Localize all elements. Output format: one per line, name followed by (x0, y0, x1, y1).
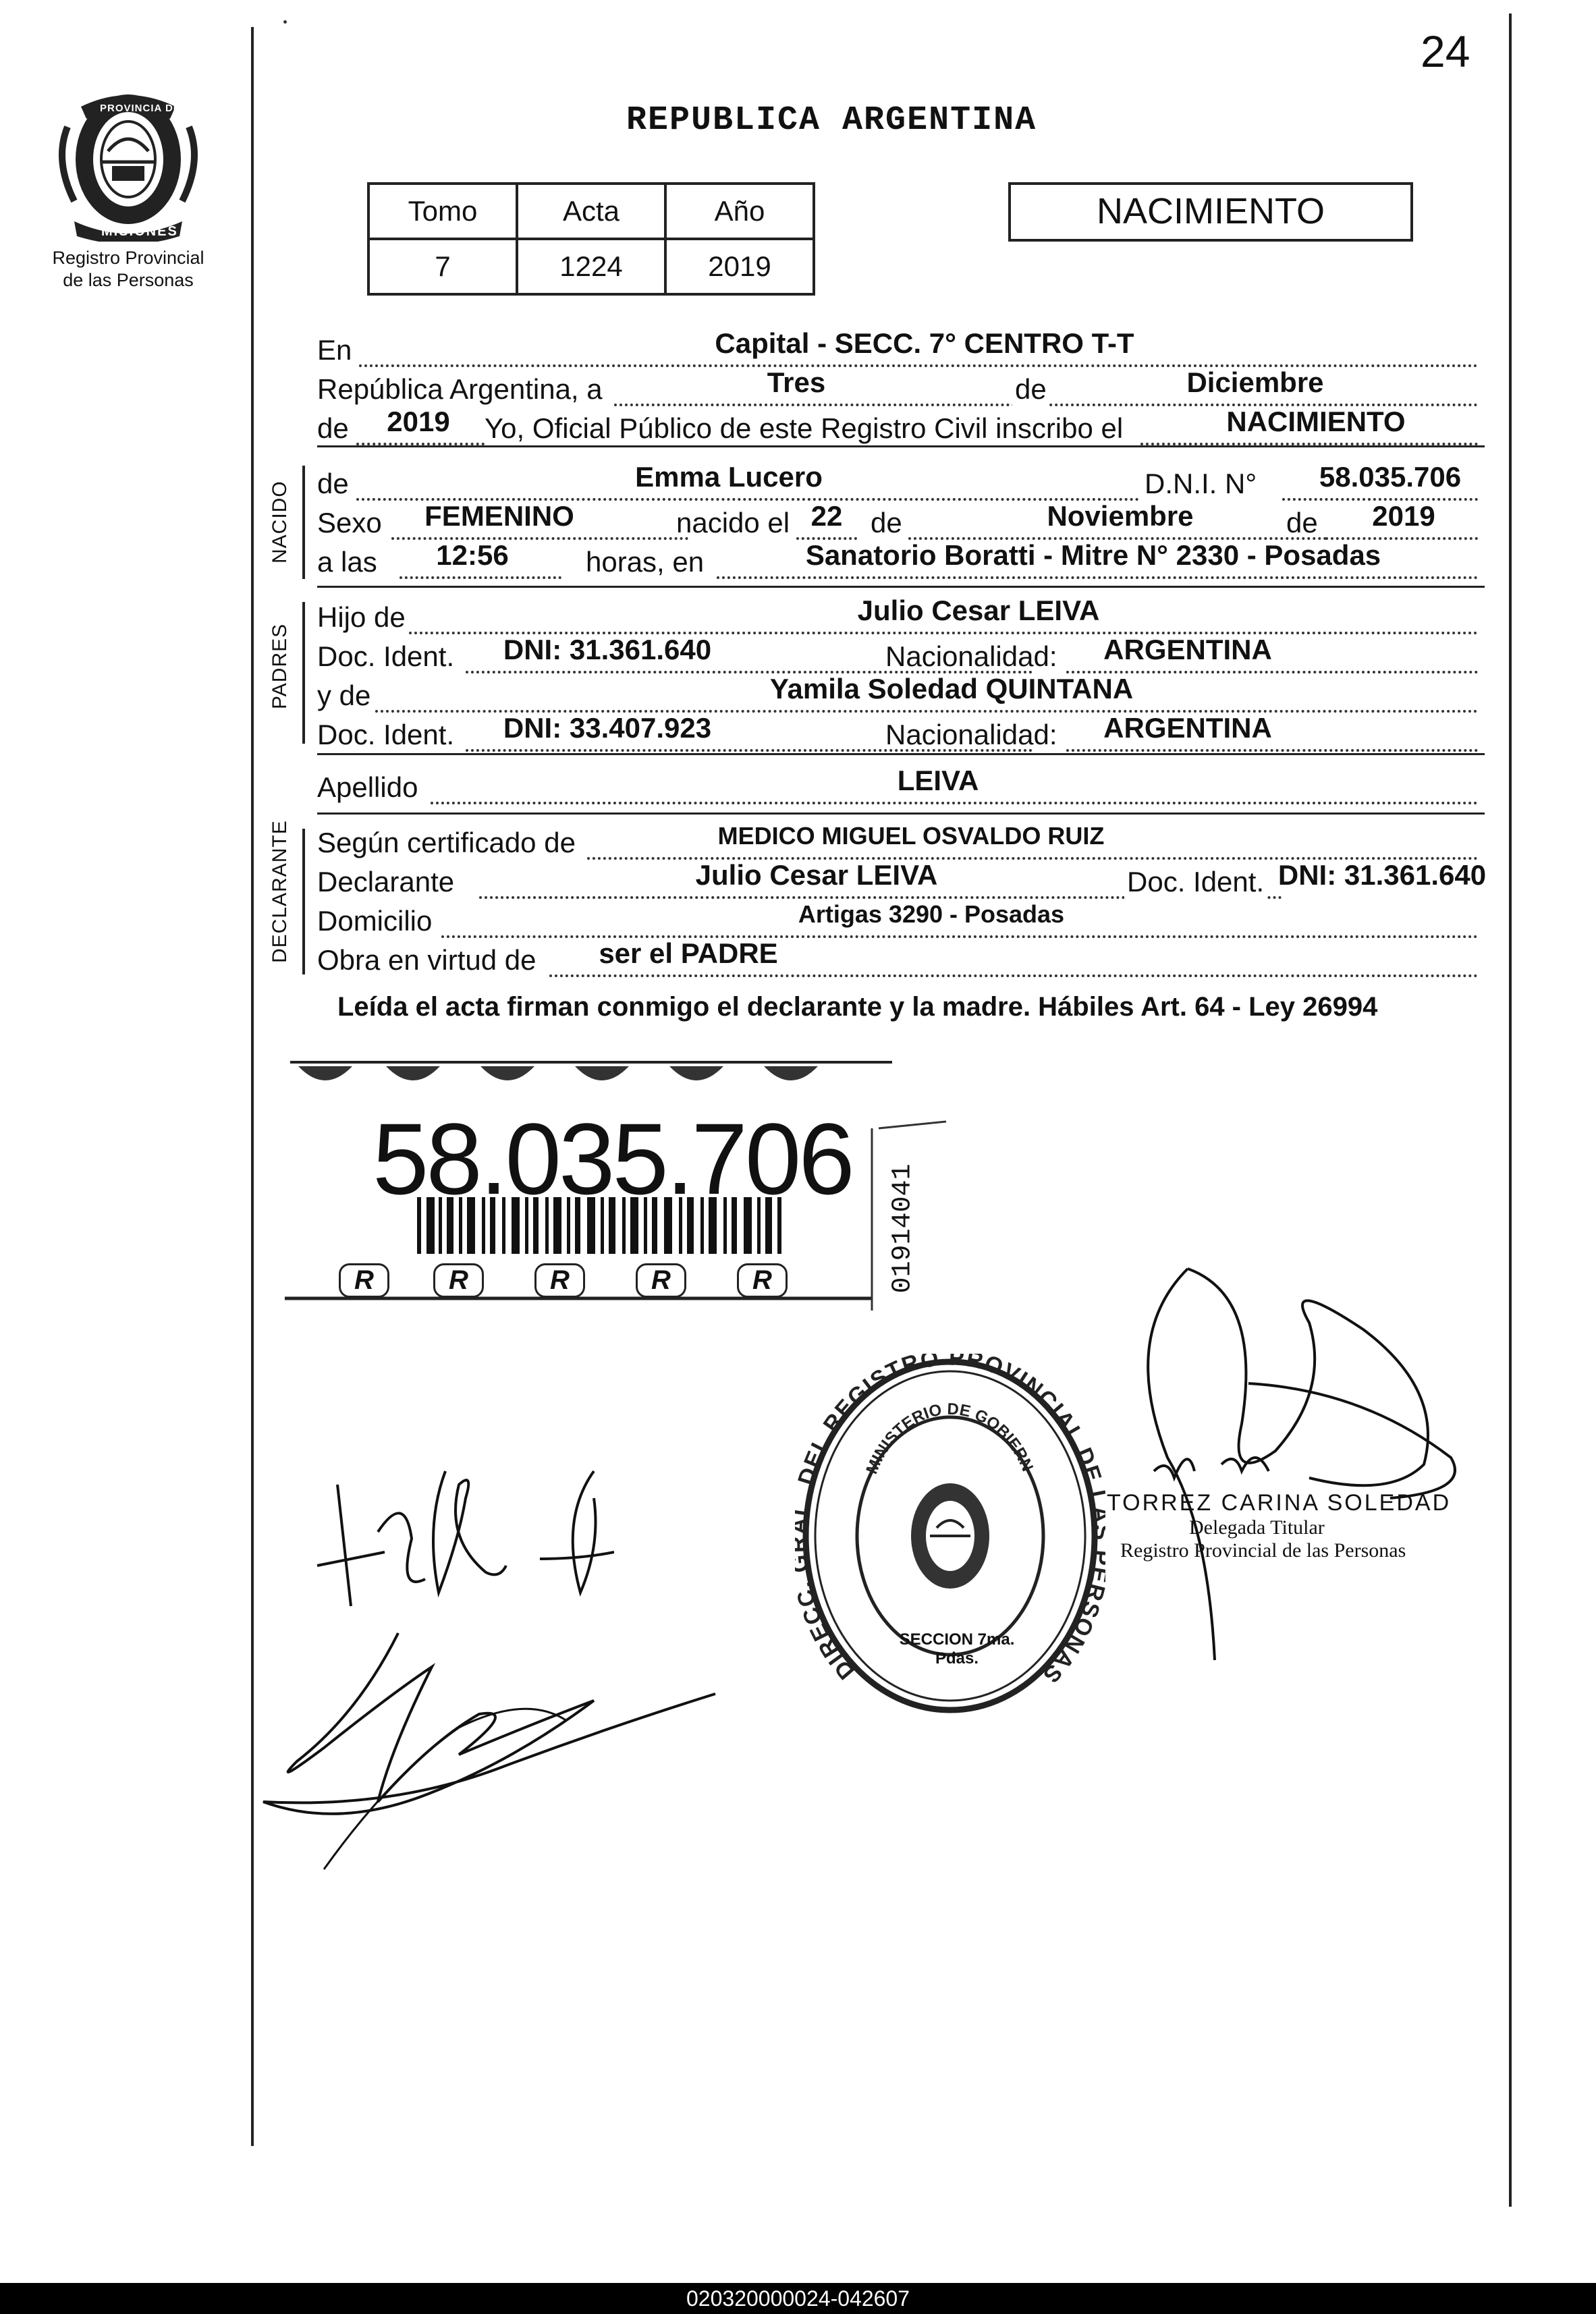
sexo-label: Sexo (317, 507, 382, 539)
day-value: Tres (767, 366, 826, 398)
nacido-el-label: nacido el (676, 507, 790, 539)
birth-de-label: de (871, 507, 902, 539)
domicilio-value: Artigas 3290 - Posadas (798, 900, 1065, 928)
mother-nationality: ARGENTINA (1103, 712, 1272, 744)
r-mark-3: R (534, 1263, 585, 1298)
id-sticker (285, 1054, 953, 1317)
line-mother-doc (317, 712, 1485, 757)
left-margin-line (251, 27, 254, 2146)
logo-arc-bottom: MISIONES (101, 224, 178, 239)
decl-doc-label: Doc. Ident. (1124, 862, 1267, 902)
act-type-box: NACIMIENTO (1008, 182, 1413, 242)
province-logo (47, 86, 209, 242)
logo-caption-line2: de las Personas (63, 270, 194, 290)
register-value-tomo: 7 (368, 239, 517, 294)
official-role: Delegada Titular (1189, 1516, 1325, 1539)
register-header-acta: Acta (517, 184, 665, 239)
cert-label: Según certificado de (317, 827, 576, 858)
sticker-number: 58.035.706 (373, 1102, 852, 1215)
father-nat-label: Nacionalidad: (885, 640, 1057, 672)
apellido-dots (431, 802, 1478, 804)
birth-de-label2: de (1286, 507, 1318, 539)
logo-caption-line1: Registro Provincial (52, 248, 204, 268)
register-value-row (368, 239, 814, 294)
right-margin-line (1509, 13, 1512, 2207)
mother-signature (297, 1458, 614, 1626)
line-apellido (317, 765, 1485, 810)
official-signature (1107, 1255, 1485, 1687)
obra-value: ser el PADRE (599, 937, 778, 969)
decl-name: Julio Cesar LEIVA (695, 859, 938, 891)
rule-2 (317, 586, 1485, 588)
declarante-signature (256, 1626, 729, 1883)
nacido-section-label: NACIDO (269, 480, 291, 563)
seal-inner-top: MINISTERIO DE GOBIERN (862, 1400, 1037, 1477)
rule-4 (317, 812, 1485, 815)
horas-label: horas, en (586, 546, 705, 578)
mother-doc-label: Doc. Ident. (317, 719, 455, 750)
obra-label: Obra en virtud de (317, 944, 536, 976)
nacido-dni: 58.035.706 (1319, 461, 1462, 493)
official-office: Registro Provincial de las Personas (1120, 1539, 1406, 1562)
declarante-section-label: DECLARANTE (269, 820, 291, 963)
official-name: TORREZ CARINA SOLEDAD (1107, 1490, 1452, 1516)
register-header-ano: Año (665, 184, 814, 239)
line-obra (317, 937, 1485, 983)
line-domicilio (317, 900, 1485, 943)
decl-label: Declarante (317, 866, 455, 898)
closing-text: Leída el acta firman conmigo el declarante y la madre. Hábiles Art. 64 - Ley 26994 (337, 992, 1378, 1022)
register-header-row (368, 184, 814, 239)
sticker-r-marks (285, 1263, 865, 1297)
time-dots (400, 576, 561, 579)
place-dots (717, 576, 1478, 579)
de-label: de (1012, 370, 1049, 409)
mother-name: Yamila Soledad QUINTANA (769, 673, 1134, 705)
hijo-label: Hijo de (317, 601, 406, 633)
decl-doc: DNI: 31.361.640 (1277, 859, 1487, 891)
birth-day: 22 (810, 500, 843, 532)
mother-nat-dots (1066, 749, 1478, 752)
page-number: 24 (1421, 26, 1470, 76)
nacido-bar (302, 466, 305, 579)
seal-outer-text: DIREC DEL REGISTRO PROVINCIAL DE SONAS (795, 1354, 1105, 1689)
month-value: Diciembre (1186, 366, 1324, 398)
seal-inner-bottom: SECCION 7ma. Pdas. (899, 1630, 1015, 1668)
alas-label: a las (317, 546, 377, 578)
register-table (367, 182, 815, 296)
birth-month: Noviembre (1047, 500, 1194, 532)
register-value-acta: 1224 (517, 239, 665, 294)
obra-dots (549, 974, 1478, 977)
apellido-value: LEIVA (897, 765, 979, 796)
republica-label: República Argentina, a (317, 373, 603, 405)
footer-code: 020320000024-042607 (686, 2286, 910, 2311)
logo-arc-top: PROVINCIA DE (100, 103, 181, 114)
official-seal (795, 1354, 1105, 1718)
official-block (1107, 1490, 1485, 1562)
footer-bar (0, 2283, 1596, 2314)
sticker-serial: 01914041 (887, 1163, 918, 1294)
logo-caption (27, 247, 229, 292)
line-alas (317, 539, 1485, 584)
birth-time: 12:56 (436, 539, 509, 571)
nacido-de-label: de (317, 468, 349, 499)
inscribe-value: NACIMIENTO (1226, 406, 1406, 437)
birth-place: Sanatorio Boratti - Mitre N° 2330 - Posadas (805, 539, 1381, 571)
r-mark-5: R (737, 1263, 788, 1298)
birth-year: 2019 (1372, 500, 1435, 532)
register-value-ano: 2019 (665, 239, 814, 294)
dom-label: Domicilio (317, 905, 433, 937)
en-value: Capital - SECC. 7° CENTRO T-T (715, 327, 1134, 359)
rule-3 (317, 753, 1485, 755)
en-label: En (317, 334, 352, 366)
r-mark-2: R (433, 1263, 484, 1298)
father-nationality: ARGENTINA (1103, 634, 1272, 665)
dni-label: D.N.I. N° (1145, 468, 1257, 499)
father-name: Julio Cesar LEIVA (857, 595, 1100, 626)
padres-bar (302, 602, 305, 744)
oficial-text: Yo, Oficial Público de este Registro Civil inscribo el (485, 412, 1124, 444)
cert-value: MEDICO MIGUEL OSVALDO RUIZ (717, 822, 1105, 850)
father-doc-label: Doc. Ident. (317, 640, 455, 672)
padres-section-label: PADRES (269, 623, 291, 709)
nacido-name: Emma Lucero (635, 461, 823, 493)
declarante-bar (302, 829, 305, 974)
r-mark-1: R (339, 1263, 389, 1298)
scan-dot (283, 20, 287, 24)
rule-1 (317, 445, 1485, 447)
yde-label: y de (317, 680, 371, 711)
father-doc: DNI: 31.361.640 (503, 634, 712, 665)
register-header-tomo: Tomo (368, 184, 517, 239)
r-mark-4: R (636, 1263, 686, 1298)
mother-nat-label: Nacionalidad: (885, 719, 1057, 750)
year-value: 2019 (387, 406, 450, 437)
sexo-value: FEMENINO (424, 500, 574, 532)
mother-doc: DNI: 33.407.923 (503, 712, 712, 744)
de2-label: de (317, 412, 349, 444)
document-title: REPUBLICA ARGENTINA (626, 101, 1037, 140)
apellido-label: Apellido (317, 771, 418, 803)
